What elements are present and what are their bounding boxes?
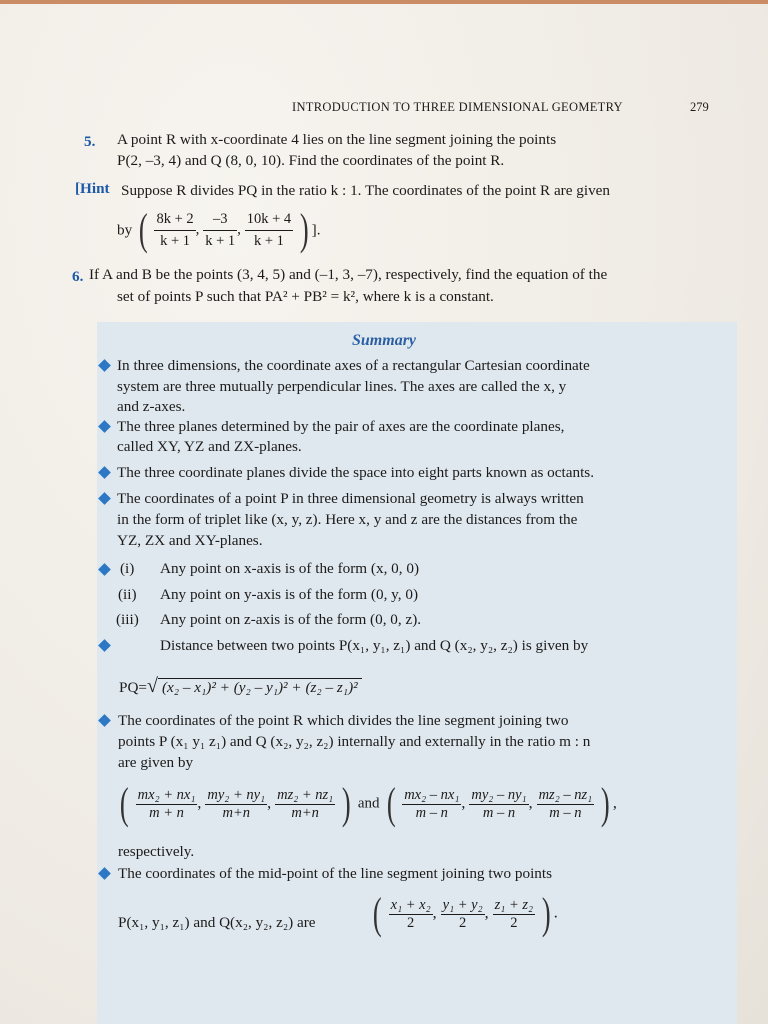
midpoint-frac-y: $\frac{\text{y₁ + y₂}}{2}$ <box>442 896 483 931</box>
summary-item-1-line3: and z-axes. <box>117 398 186 415</box>
running-header: INTRODUCTION TO THREE DIMENSIONAL GEOMETRY <box>292 100 623 114</box>
midpoint-frac-z: $\frac{\text{z₁ + z₂}}{2}$ <box>494 896 534 931</box>
internal-frac-y: $\frac{\text{my₂ + ny₁}}{m+n}$ <box>207 786 266 821</box>
question-5-line1: A point R with x-coordinate 4 lies on the line segment joining the points <box>117 131 557 148</box>
summary-item-4-line1: The coordinates of a point P in three dimensional geometry is always written <box>117 490 584 507</box>
section-line2: points P (x₁ y₁ z₁) and Q (x₂, y₂, z₂) internally and externally in the ratio m : n <box>118 733 591 750</box>
axis-point-label-2: (ii) <box>118 586 137 603</box>
distance-text: Distance between two points P(x₁, y₁, z₁) and Q (x₂, y₂, z₂) is given by <box>160 637 589 654</box>
summary-item-1-line1: In three dimensions, the coordinate axes of a rectangular Cartesian coordinate <box>117 357 590 374</box>
midpoint-frac-x: $\frac{\text{x₁ + x₂}}{2}$ <box>390 896 431 931</box>
midpoint-line1: The coordinates of the mid-point of the line segment joining two points <box>118 865 553 882</box>
external-frac-x: $\frac{\text{mx₂ – nx₁}}{m - n}$ <box>404 786 460 821</box>
summary-title: Summary <box>352 332 417 349</box>
hint-formula: by ( $\frac{8k + 2}{k + 1}$ , $\frac{-3}{k + 1}$ , $\frac{10k + 4}{k + 1}$ ) ]. <box>117 205 321 254</box>
summary-item-3-line1: The three coordinate planes divide the space into eight parts known as octants. <box>117 464 594 481</box>
page-number: 279 <box>690 100 709 114</box>
axis-point-text-2: Any point on y-axis is of the form (0, y, 0) <box>160 586 419 603</box>
question-6-line2: set of points P such that PA² + PB² = k², where k is a constant. <box>117 288 494 305</box>
summary-item-2-line2: called XY, YZ and ZX-planes. <box>117 438 302 455</box>
summary-item-1-line2: system are three mutually perpendicular lines. The axes are called the x, y <box>117 378 567 395</box>
section-formula: ( $\frac{\text{mx₂ + nx₁}}{m + n}$ , $\frac{\text{my₂ + ny₁}}{m+n}$ , $\frac{\text{mz₂ + nz₁}}{m+n}$ ) and ( $\frac{\text{mx₂ – nx₁}}{m - n}$ , $\frac{\text{my₂ – ny₁}}{m - n}$ , $\frac{\text{mz₂ – nz₁}}{m - n}$ ) , <box>119 779 617 828</box>
respectively-text: respectively. <box>118 843 195 860</box>
hint-frac-1: $\frac{8k + 2}{k + 1}$ <box>156 210 194 249</box>
hint-frac-3: $\frac{10k + 4}{k + 1}$ <box>246 210 292 249</box>
question-6-line1: If A and B be the points (3, 4, 5) and (–1, 3, –7), respectively, find the equation of the <box>89 266 608 283</box>
question-6-number: 6. <box>72 268 84 285</box>
hint-label: [Hint <box>75 180 110 197</box>
axis-point-text-3: Any point on z-axis is of the form (0, 0, z). <box>160 611 422 628</box>
question-5-number: 5. <box>84 133 96 150</box>
page-top-edge <box>0 0 768 4</box>
midpoint-formula: ( $\frac{\text{x₁ + x₂}}{2}$ , $\frac{\text{y₁ + y₂}}{2}$ , $\frac{\text{z₁ + z₂}}{2}$ ) . <box>372 889 558 938</box>
section-line1: The coordinates of the point R which divides the line segment joining two <box>118 712 569 729</box>
summary-item-4-line2: in the form of triplet like (x, y, z). Here x, y and z are the distances from the <box>117 511 578 528</box>
axis-point-text-1: Any point on x-axis is of the form (x, 0, 0) <box>160 560 419 577</box>
external-frac-y: $\frac{\text{my₂ – ny₁}}{m - n}$ <box>471 786 527 821</box>
section-line3: are given by <box>118 754 194 771</box>
axis-point-label-1: (i) <box>120 560 135 577</box>
summary-item-4-line3: YZ, ZX and XY-planes. <box>117 532 263 549</box>
summary-item-2-line1: The three planes determined by the pair of axes are the coordinate planes, <box>117 418 565 435</box>
hint-frac-2: $\frac{-3}{k + 1}$ <box>205 210 236 249</box>
question-5-line2: P(2, –3, 4) and Q (8, 0, 10). Find the coordinates of the point R. <box>117 152 505 169</box>
hint-text: Suppose R divides PQ in the ratio k : 1. The coordinates of the point R are given <box>121 182 611 199</box>
distance-formula: PQ=√ (x₂ – x₁)² + (y₂ – y₁)² + (z₂ – z₁)² <box>119 676 362 698</box>
internal-frac-x: $\frac{\text{mx₂ + nx₁}}{m + n}$ <box>137 786 196 821</box>
external-frac-z: $\frac{\text{mz₂ – nz₁}}{m - n}$ <box>538 786 593 821</box>
axis-point-label-3: (iii) <box>116 611 139 628</box>
internal-frac-z: $\frac{\text{mz₂ + nz₁}}{m+n}$ <box>277 786 334 821</box>
midpoint-line2: P(x₁, y₁, z₁) and Q(x₂, y₂, z₂) are <box>118 914 316 931</box>
